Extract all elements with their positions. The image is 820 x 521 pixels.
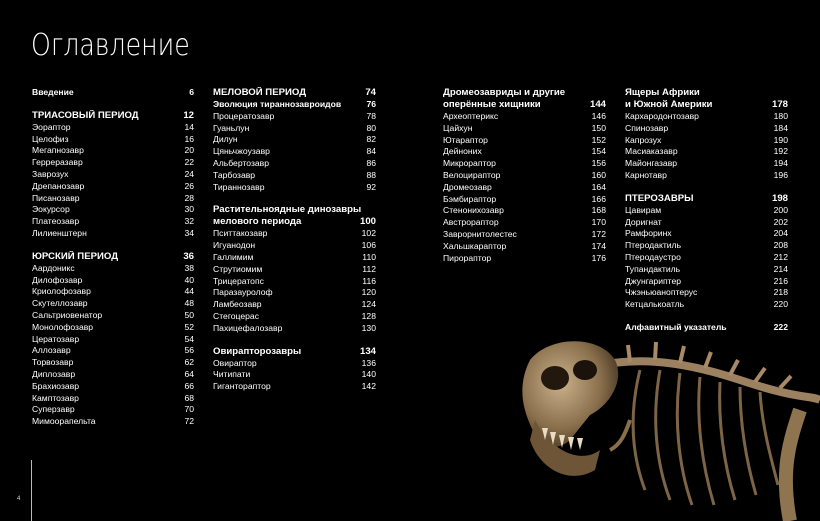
toc-entry-page: 160 <box>591 169 606 180</box>
toc-entry-title: Аллозавр <box>32 345 71 356</box>
toc-entry-page: 64 <box>184 368 194 379</box>
toc-entry-title: Тарбозавр <box>213 169 256 180</box>
toc-entry[interactable] <box>213 158 376 170</box>
toc-entry-title: Заврозух <box>32 168 69 179</box>
toc-entry[interactable] <box>213 264 376 276</box>
toc-entry-title: Герреразавр <box>32 157 83 168</box>
toc-entry-page: 136 <box>361 357 376 368</box>
toc-entry-page: 66 <box>184 380 194 391</box>
toc-section <box>213 87 376 193</box>
toc-entry[interactable] <box>213 311 376 323</box>
toc-entry[interactable] <box>213 99 376 111</box>
toc-entry[interactable] <box>625 99 788 111</box>
toc-entry-title: и Южной Америки <box>625 99 713 110</box>
toc-entry-page: 54 <box>184 333 194 344</box>
toc-entry-page: 32 <box>184 216 194 227</box>
toc-entry-title: Австрораптор <box>443 217 499 228</box>
toc-entry-title: мелового периода <box>213 216 302 228</box>
toc-entry-title: Археоптерикс <box>443 111 499 121</box>
toc-entry-page: 38 <box>184 262 194 273</box>
toc-entry[interactable] <box>32 369 194 381</box>
toc-entry[interactable] <box>32 169 194 181</box>
toc-entry-page: 52 <box>184 321 194 332</box>
toc-entry-page: 222 <box>773 321 788 332</box>
toc-entry[interactable] <box>443 182 606 194</box>
toc-entry[interactable] <box>32 122 194 134</box>
toc-entry[interactable] <box>32 404 194 416</box>
toc-entry[interactable] <box>443 217 606 229</box>
toc-entry-page: 6 <box>189 87 194 97</box>
toc-entry-title: Ютараптор <box>443 134 488 145</box>
toc-entry-page: 36 <box>183 250 194 262</box>
toc-entry-page: 178 <box>771 99 788 110</box>
toc-section <box>625 87 788 182</box>
toc-entry[interactable] <box>32 134 194 146</box>
toc-entry-page: 84 <box>366 146 376 157</box>
toc-entry[interactable] <box>32 157 194 169</box>
toc-entry-page: 124 <box>361 299 376 310</box>
toc-entry-title: Введение <box>32 87 74 97</box>
toc-entry[interactable] <box>443 229 606 241</box>
toc-entry[interactable] <box>625 264 788 276</box>
toc-entry-title: Майонгазавр <box>625 158 678 169</box>
toc-entry[interactable] <box>32 228 194 240</box>
toc-entry-title: Тупандактиль <box>625 263 681 274</box>
toc-entry-title: Пситтакозавр <box>213 228 268 239</box>
toc-entry-title: Камптозавр <box>32 392 79 403</box>
toc-entry-title: Торвозавр <box>32 357 74 368</box>
toc-entry-page: 216 <box>773 275 788 286</box>
toc-entry-page: 174 <box>591 240 606 251</box>
toc-entry-title: Дилун <box>213 134 238 145</box>
toc-entry[interactable] <box>443 170 606 182</box>
toc-entry-page: 44 <box>184 286 194 297</box>
toc-entry-title: Стегоцерас <box>213 310 260 321</box>
toc-entry-page: 146 <box>591 111 606 121</box>
toc-entry[interactable] <box>625 135 788 147</box>
toc-entry-title: Дромеозавриды и другие <box>443 87 566 98</box>
toc-entry[interactable] <box>443 146 606 158</box>
toc-entry[interactable] <box>213 381 376 393</box>
toc-entry-title: Аардоникс <box>32 262 75 273</box>
toc-entry-page: 50 <box>184 309 194 320</box>
toc-entry-title: Тираннозавр <box>213 181 265 192</box>
toc-entry-title: Струтиомим <box>213 263 263 274</box>
toc-entry[interactable] <box>32 204 194 216</box>
toc-entry[interactable] <box>32 322 194 334</box>
toc-entry-page: 16 <box>184 133 194 144</box>
toc-entry-page: 74 <box>365 87 376 98</box>
toc-entry-page: 86 <box>366 157 376 168</box>
toc-entry[interactable] <box>443 205 606 217</box>
toc-entry[interactable] <box>32 216 194 228</box>
toc-entry-page: 100 <box>359 216 376 228</box>
toc-entry[interactable] <box>213 146 376 158</box>
toc-entry-title: Игуанодон <box>213 240 256 251</box>
toc-column-3 <box>443 87 606 275</box>
toc-entry[interactable] <box>213 276 376 288</box>
toc-entry-title: Читипати <box>213 369 251 380</box>
toc-entry-title: ЮРСКИЙ ПЕРИОД <box>32 250 119 262</box>
toc-entry[interactable] <box>32 381 194 393</box>
toc-entry-title: Птеродаустро <box>625 251 681 262</box>
toc-section <box>625 193 788 311</box>
toc-entry-title: Ящеры Африки <box>625 87 700 98</box>
page-title: Оглавление <box>31 28 190 63</box>
toc-entry[interactable] <box>32 286 194 298</box>
toc-entry[interactable] <box>213 299 376 311</box>
toc-entry-page: 62 <box>184 357 194 368</box>
toc-entry-title: Трицератопс <box>213 275 264 286</box>
toc-entry[interactable] <box>625 170 788 182</box>
toc-entry-page: 130 <box>361 322 376 333</box>
toc-entry-title: Дейноних <box>443 146 482 157</box>
toc-entry[interactable] <box>625 287 788 299</box>
toc-entry-page: 218 <box>773 287 788 298</box>
toc-entry-title: Ламбеозавр <box>213 299 262 310</box>
toc-entry-page: 70 <box>184 404 194 415</box>
toc-entry-title: Писанозавр <box>32 192 80 203</box>
toc-entry[interactable] <box>213 287 376 299</box>
toc-section <box>32 251 194 428</box>
toc-entry[interactable] <box>32 263 194 275</box>
toc-entry[interactable] <box>213 240 376 252</box>
toc-entry-page: 200 <box>773 204 788 215</box>
toc-entry-page: 120 <box>361 287 376 298</box>
toc-entry[interactable] <box>32 110 194 122</box>
toc-entry-title: Мегапнозавр <box>32 145 84 156</box>
toc-entry[interactable] <box>443 87 606 99</box>
toc-entry-page: 40 <box>184 274 194 285</box>
t-rex-skeleton-illustration <box>480 300 820 521</box>
toc-entry-page: 112 <box>362 263 376 274</box>
toc-entry-title: Овираптор <box>213 357 257 368</box>
toc-entry-page: 156 <box>591 158 606 169</box>
toc-entry-title: Дрепанозавр <box>32 180 85 191</box>
toc-entry-title: Пирораптор <box>443 252 492 263</box>
toc-entry-page: 194 <box>773 158 788 169</box>
toc-entry-page: 80 <box>366 122 376 133</box>
toc-entry[interactable] <box>625 205 788 217</box>
toc-entry-title: Спинозавр <box>625 122 669 133</box>
toc-entry-title: Микрораптор <box>443 158 496 169</box>
toc-entry-title: Сальтриовенатор <box>32 309 103 320</box>
toc-entry[interactable] <box>213 123 376 135</box>
toc-entry-title: Пахицефалозавр <box>213 322 283 333</box>
toc-entry-title: Птеродактиль <box>625 240 682 251</box>
toc-entry-page: 140 <box>361 369 376 380</box>
toc-entry-title: МЕЛОВОЙ ПЕРИОД <box>213 87 307 98</box>
toc-entry-title: Цавирам <box>625 204 662 215</box>
toc-entry-page: 134 <box>359 345 376 357</box>
toc-entry[interactable] <box>213 358 376 370</box>
toc-entry[interactable] <box>32 275 194 287</box>
toc-entry[interactable] <box>213 87 376 99</box>
toc-entry-title: Брахиозавр <box>32 380 80 391</box>
toc-column-1 <box>32 87 194 439</box>
toc-entry-page: 22 <box>184 157 194 168</box>
toc-entry-page: 88 <box>366 169 376 180</box>
toc-entry-page: 30 <box>184 204 194 215</box>
toc-entry[interactable] <box>625 87 788 99</box>
toc-entry[interactable] <box>213 170 376 182</box>
toc-entry-title: Монолофозавр <box>32 321 94 332</box>
toc-entry[interactable] <box>32 181 194 193</box>
toc-entry[interactable] <box>443 99 606 111</box>
toc-entry[interactable] <box>32 251 194 263</box>
toc-entry-title: Растительноядные динозавры <box>213 204 362 216</box>
toc-entry[interactable] <box>32 357 194 369</box>
toc-entry-page: 92 <box>366 181 376 192</box>
toc-entry-title: Галлимим <box>213 251 254 262</box>
toc-entry-page: 166 <box>591 193 606 204</box>
toc-entry-page: 142 <box>361 381 376 392</box>
toc-entry-title: Скутеллозавр <box>32 298 88 309</box>
toc-entry-title: Мимоорапельта <box>32 416 96 427</box>
toc-entry[interactable] <box>443 135 606 147</box>
toc-entry-title: ТРИАСОВЫЙ ПЕРИОД <box>32 109 139 121</box>
toc-section <box>32 87 194 99</box>
toc-section <box>443 87 606 264</box>
toc-entry[interactable] <box>213 252 376 264</box>
toc-entry-page: 48 <box>184 298 194 309</box>
toc-entry[interactable] <box>213 216 376 228</box>
toc-entry-title: Криолофозавр <box>32 286 91 297</box>
toc-entry[interactable] <box>32 310 194 322</box>
toc-entry[interactable] <box>213 346 376 358</box>
page-number: 4 <box>17 496 21 502</box>
toc-entry-page: 26 <box>184 180 194 191</box>
toc-section <box>213 346 376 393</box>
toc-entry-page: 20 <box>184 145 194 156</box>
toc-entry-title: Овирапторозавры <box>213 345 302 357</box>
toc-entry[interactable] <box>625 158 788 170</box>
toc-entry-title: Лилиенштерн <box>32 227 87 238</box>
toc-entry-title: Эокурсор <box>32 204 70 215</box>
toc-entry-title: Карнотавр <box>625 169 667 180</box>
toc-entry-page: 214 <box>773 263 788 274</box>
toc-entry-title: Эораптор <box>32 121 71 132</box>
toc-column-2 <box>213 87 376 404</box>
toc-entry-title: Велоцираптор <box>443 169 501 180</box>
toc-entry-title: Дилофозавр <box>32 274 83 285</box>
toc-entry[interactable] <box>32 393 194 405</box>
toc-entry-title: Гигантораптор <box>213 381 271 392</box>
toc-entry-title: Чжэньюаноптерус <box>625 287 698 298</box>
toc-entry-page: 68 <box>184 392 194 403</box>
toc-entry[interactable] <box>213 111 376 123</box>
toc-entry-page: 170 <box>591 217 606 228</box>
toc-entry-page: 102 <box>361 228 376 239</box>
toc-entry-title: Капрозух <box>625 134 662 145</box>
toc-entry-title: ПТЕРОЗАВРЫ <box>625 192 694 204</box>
toc-entry-title: Хальшкараптор <box>443 240 507 251</box>
toc-entry-title: Заврорнитолестес <box>443 228 517 239</box>
toc-entry-page: 128 <box>361 310 376 321</box>
toc-entry-page: 144 <box>589 99 606 110</box>
toc-entry-title: Платеозавр <box>32 216 80 227</box>
toc-entry-page: 28 <box>184 192 194 203</box>
toc-entry[interactable] <box>213 228 376 240</box>
toc-entry[interactable] <box>625 123 788 135</box>
toc-entry-page: 212 <box>773 251 788 262</box>
toc-entry[interactable] <box>443 123 606 135</box>
toc-entry-title: Кетцалькоатль <box>625 299 685 310</box>
toc-entry-title: Эволюция тираннозавроидов <box>213 99 342 109</box>
toc-entry-page: 34 <box>184 227 194 238</box>
toc-entry-title: Джунгариптер <box>625 275 682 286</box>
toc-entry-page: 220 <box>773 299 788 310</box>
toc-entry[interactable] <box>625 111 788 123</box>
toc-entry-page: 198 <box>771 192 788 204</box>
toc-entry-page: 208 <box>773 240 788 251</box>
toc-entry-page: 14 <box>184 121 194 132</box>
toc-entry[interactable] <box>443 241 606 253</box>
toc-entry[interactable] <box>443 253 606 265</box>
toc-entry-page: 184 <box>773 122 788 133</box>
toc-entry-title: Дромеозавр <box>443 181 492 192</box>
toc-entry[interactable] <box>32 298 194 310</box>
toc-entry-title: Цяньчжоузавр <box>213 146 270 157</box>
toc-entry-page: 110 <box>362 251 376 262</box>
toc-entry[interactable] <box>625 146 788 158</box>
toc-entry[interactable] <box>32 193 194 205</box>
toc-entry[interactable] <box>213 182 376 194</box>
toc-section <box>32 110 194 240</box>
toc-entry-title: Цератозавр <box>32 333 80 344</box>
toc-entry-page: 150 <box>591 122 606 133</box>
page-divider <box>31 460 32 521</box>
toc-entry-title: Диплозавр <box>32 368 76 379</box>
toc-entry-title: Паразауролоф <box>213 287 273 298</box>
toc-entry[interactable] <box>625 240 788 252</box>
toc-entry-page: 106 <box>361 240 376 251</box>
toc-entry[interactable] <box>625 228 788 240</box>
toc-entry[interactable] <box>625 193 788 205</box>
toc-entry-title: Суперзавр <box>32 404 75 415</box>
toc-entry-title: Рамфоринх <box>625 228 672 239</box>
toc-entry[interactable] <box>32 334 194 346</box>
toc-entry-page: 196 <box>773 169 788 180</box>
toc-entry-title: Доригнат <box>625 216 662 227</box>
toc-entry-page: 56 <box>184 345 194 356</box>
toc-entry-title: Целофиз <box>32 133 69 144</box>
toc-entry-title: Процератозавр <box>213 110 275 121</box>
toc-entry-title: Алфавитный указатель <box>625 321 727 332</box>
toc-entry-page: 176 <box>591 252 606 263</box>
toc-entry-page: 154 <box>591 146 606 157</box>
toc-entry-page: 72 <box>184 416 194 427</box>
toc-entry-page: 172 <box>591 228 606 239</box>
toc-entry-title: Кархародонтозавр <box>625 111 699 121</box>
toc-entry-title: Масиаказавр <box>625 146 678 157</box>
toc-entry[interactable] <box>32 87 194 99</box>
toc-entry[interactable] <box>213 204 376 216</box>
toc-entry[interactable] <box>213 369 376 381</box>
toc-entry-page: 76 <box>366 99 376 109</box>
toc-entry-title: Бэмбираптор <box>443 193 497 204</box>
toc-entry-title: оперённые хищники <box>443 99 541 110</box>
toc-entry-page: 192 <box>773 146 788 157</box>
toc-entry-title: Альбертозавр <box>213 157 270 168</box>
toc-entry-title: Стенонихозавр <box>443 205 504 216</box>
toc-entry[interactable] <box>213 134 376 146</box>
toc-entry-page: 180 <box>773 111 788 121</box>
toc-entry-page: 204 <box>773 228 788 239</box>
toc-entry[interactable] <box>625 276 788 288</box>
toc-entry-page: 152 <box>591 134 606 145</box>
toc-entry-page: 168 <box>591 205 606 216</box>
toc-entry-page: 202 <box>773 216 788 227</box>
toc-entry[interactable] <box>32 145 194 157</box>
toc-entry-page: 24 <box>184 168 194 179</box>
toc-entry-title: Цайхун <box>443 122 473 133</box>
toc-entry[interactable] <box>32 416 194 428</box>
toc-entry[interactable] <box>443 158 606 170</box>
toc-entry[interactable] <box>32 345 194 357</box>
toc-entry[interactable] <box>213 323 376 335</box>
toc-entry-page: 82 <box>366 134 376 145</box>
toc-entry[interactable] <box>625 252 788 264</box>
toc-entry[interactable] <box>625 217 788 229</box>
toc-entry-page: 78 <box>366 110 376 121</box>
toc-section <box>213 204 376 334</box>
toc-entry-page: 164 <box>591 181 606 192</box>
toc-entry[interactable] <box>443 194 606 206</box>
toc-entry-title: Гуаньлун <box>213 122 250 133</box>
toc-entry[interactable] <box>443 111 606 123</box>
toc-entry-page: 12 <box>183 109 194 121</box>
toc-entry-page: 190 <box>773 134 788 145</box>
toc-entry-page: 116 <box>362 275 376 286</box>
